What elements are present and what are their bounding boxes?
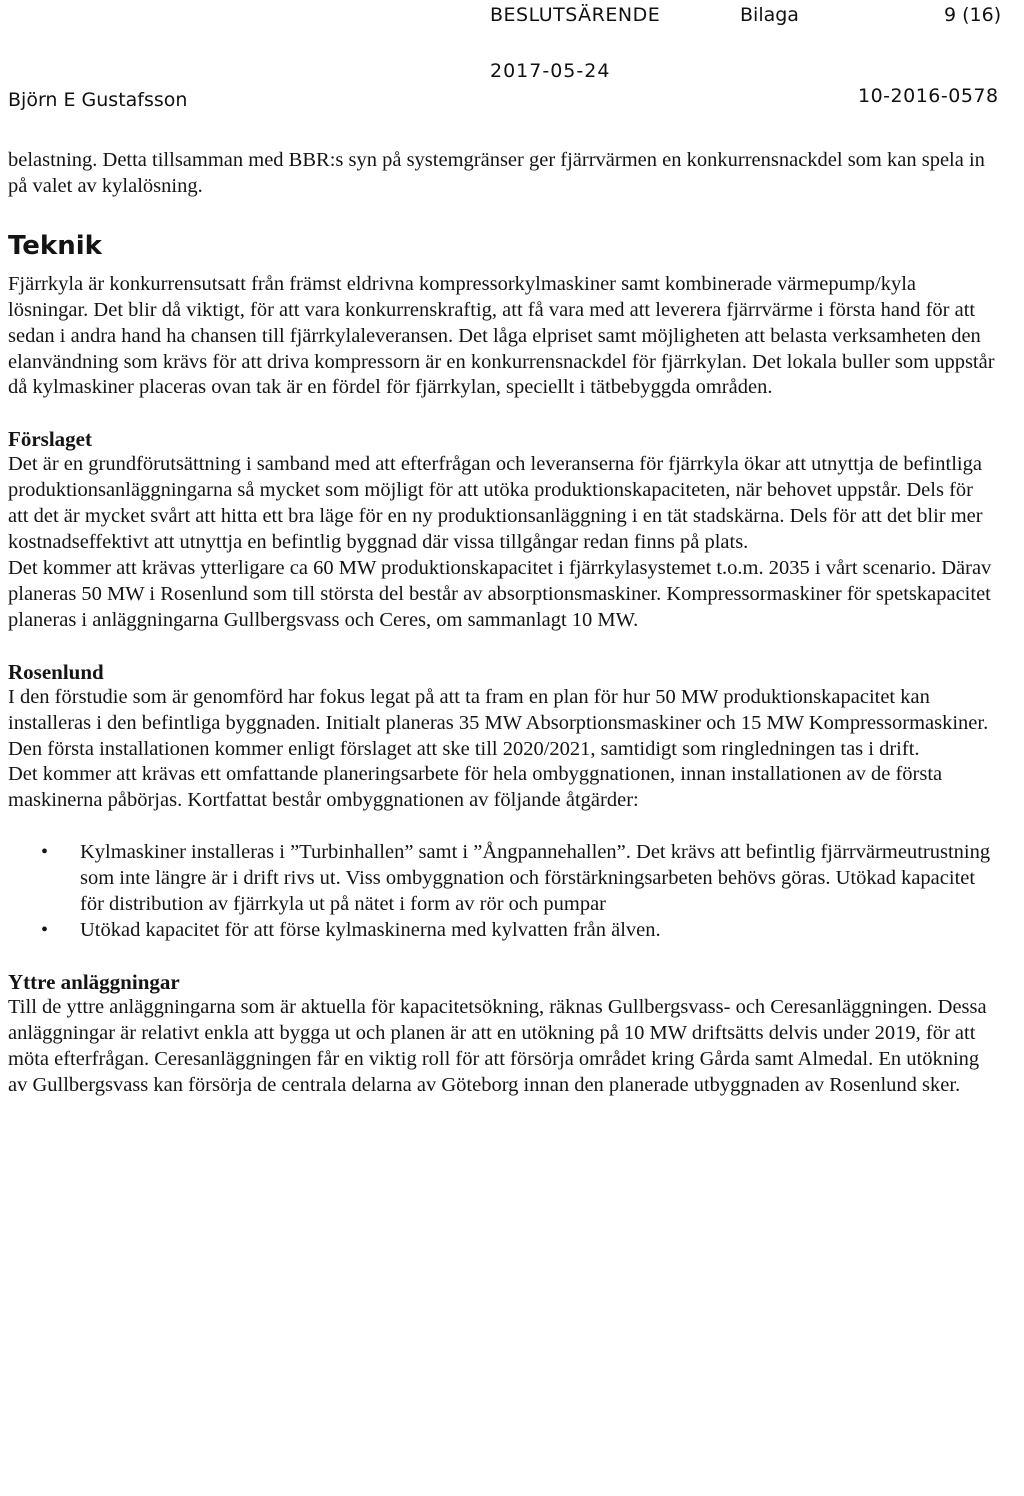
bullet-icon: • xyxy=(41,918,49,941)
section-heading-forslaget: Förslaget xyxy=(8,427,92,452)
rosenlund-paragraph-2: Det kommer att krävas ett omfattande planeringsarbete för hela ombyggnationen, innan installationen av de första maskinerna påbörjas. Kortfattat består ombyggnationen av följande åtgärder: xyxy=(8,763,943,812)
list-item xyxy=(8,918,998,944)
author-name: Björn E Gustafsson xyxy=(8,89,188,111)
list-item-text: Kylmaskiner installeras i ”Turbinhallen” samt i ”Ångpannehallen”. Det krävs att befintlig fjärrvärmeutrustning som inte längre är i drift rivs ut. Viss ombyggnation och förstärkningsarbeten behövs göras. Utökad kapacitet för distribution av fjärrkyla ut på nätet i form av rör och pumpar xyxy=(80,841,991,916)
document-body xyxy=(8,148,998,1098)
document-type: BESLUTSÄRENDE xyxy=(490,4,661,26)
intro-paragraph: belastning. Detta tillsamman med BBR:s syn på systemgränser ger fjärrvärmen en konkurrensnackdel som kan spela in på valet av kylalösning. xyxy=(8,149,985,197)
teknik-paragraph: Fjärrkyla är konkurrensutsatt från främst eldrivna kompressorkylmaskiner samt kombinerade värmepump/kyla lösningar. Det blir då viktigt, för att vara konkurrenskraftig, att få vara med att leverera fjärrvärme i första hand för att sedan i andra hand ha chansen till fjärrkylaleveransen. Det låga elpriset samt möjligheten att belasta verksamheten den elanvändning som krävs för att driva kompressorn är en konkurrensnackdel för fjärrkylan. Det lokala buller som uppstår då kylmaskiner placeras ovan tak är en fördel för fjärrkylan, speciellt i tätbebyggda områden. xyxy=(8,272,995,399)
section-heading-rosenlund: Rosenlund xyxy=(8,659,104,684)
yttre-paragraph: Till de yttre anläggningarna som är aktuella för kapacitetsökning, räknas Gullbergsvass- och Ceresanläggningen. Dessa anläggningar är relativt enkla att bygga ut och planen är att en utökning på 10 MW driftsätts delvis under 2019, för att möta efterfrågan. Ceresanläggningen får en viktig roll för att försörja området kring Gårda samt Almedal. En utökning av Gullbergsvass kan försörja de centrala delarna av Göteborg innan den planerade utbyggnaden av Rosenlund sker. xyxy=(8,995,987,1096)
forslaget-paragraph-1: Det är en grundförutsättning i samband med att efterfrågan och leveranserna för fjärrkyla ökar att utnyttja de befintliga produktionsanläggningarna så mycket som möjligt för att utöka produktionskapaciteten, när behovet uppstår. Dels för att det är mycket svårt att hitta ett bra läge för en ny produktionsanläggning i en tät stadskärna. Dels för att det blir mer kostnadseffektivt att utnyttja en befintlig byggnad där vissa tillgångar redan finns på plats. xyxy=(8,453,983,554)
rosenlund-paragraph-1: I den förstudie som är genomförd har fokus legat på att ta fram en plan för hur 50 MW produktionskapacitet kan installeras i den befintliga byggnaden. Initialt planeras 35 MW Absorptionsmaskiner och 15 MW Kompressormaskiner. Den första installationen kommer enligt förslaget att ske till 2020/2021, samtidigt som ringledningen tas i drift. xyxy=(8,685,989,760)
measures-list xyxy=(8,840,998,944)
page-number: 9 (16) xyxy=(944,4,1002,26)
bullet-icon: • xyxy=(41,841,49,864)
section-heading-yttre: Yttre anläggningar xyxy=(8,969,180,994)
section-heading-teknik: Teknik xyxy=(8,230,102,261)
forslaget-paragraph-2: Det kommer att krävas ytterligare ca 60 MW produktionskapacitet i fjärrkylasystemet t.o.m. 2035 i vårt scenario. Därav planeras 50 MW i Rosenlund som till största del består av absorptionsmaskiner. Kompressormaskiner för spetskapacitet planeras i anläggningarna Gullbergsvass och Ceres, om sammanlagt 10 MW. xyxy=(8,556,992,631)
document-date: 2017-05-24 xyxy=(490,60,611,82)
list-item xyxy=(8,840,998,918)
reference-number: 10-2016-0578 xyxy=(858,85,999,107)
attachment-label: Bilaga xyxy=(740,4,799,26)
list-item-text: Utökad kapacitet för att förse kylmaskinerna med kylvatten från älven. xyxy=(80,918,661,941)
